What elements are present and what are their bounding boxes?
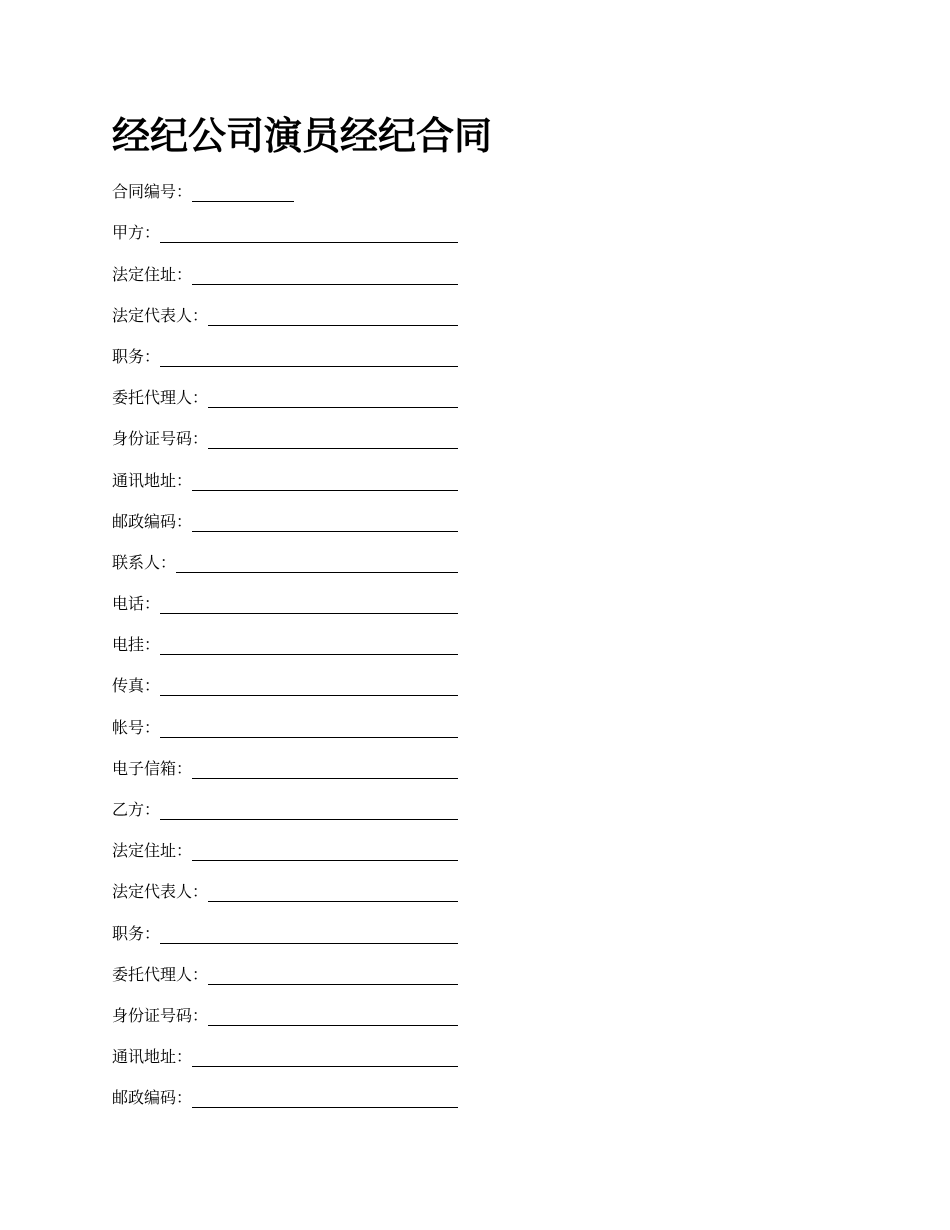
field-label: 电挂：: [112, 635, 161, 655]
field-label: 委托代理人：: [112, 964, 209, 984]
field-label: 帐号：: [112, 717, 161, 737]
field-party-a-agent: [112, 377, 458, 418]
field-label: 法定代表人：: [112, 305, 209, 325]
field-party-b-address: [112, 830, 458, 871]
field-label: 法定代表人：: [112, 882, 209, 902]
field-label: 法定住址：: [112, 841, 193, 861]
fill-in-line[interactable]: [160, 602, 458, 614]
document-title: 经纪公司演员经纪合同: [112, 114, 493, 158]
fill-in-line[interactable]: [160, 643, 458, 655]
field-party-a-contact: [112, 542, 458, 583]
field-party-a-legal-rep: [112, 295, 458, 336]
fill-in-line[interactable]: [192, 849, 458, 861]
fill-in-line[interactable]: [192, 767, 458, 779]
field-party-a-phone: [112, 583, 458, 624]
field-label: 委托代理人：: [112, 388, 209, 408]
field-label: 传真：: [112, 676, 161, 696]
field-label: 通讯地址：: [112, 1047, 193, 1067]
fill-in-line[interactable]: [208, 396, 458, 408]
field-party-b: [112, 789, 458, 830]
field-label: 邮政编码：: [112, 511, 193, 531]
fill-in-line[interactable]: [192, 273, 458, 285]
field-party-a-telegraph: [112, 624, 458, 665]
fill-in-line[interactable]: [192, 520, 458, 532]
field-party-a-mailing-address: [112, 459, 458, 500]
field-party-a: [112, 212, 458, 253]
field-party-b-position: [112, 912, 458, 953]
field-party-b-mailing-address: [112, 1036, 458, 1077]
field-party-a-position: [112, 336, 458, 377]
fill-in-line[interactable]: [208, 314, 458, 326]
fill-in-line[interactable]: [192, 190, 294, 202]
field-label: 职务：: [112, 923, 161, 943]
field-label: 合同编号：: [112, 182, 193, 202]
fill-in-line[interactable]: [208, 1014, 458, 1026]
field-label: 联系人：: [112, 552, 177, 572]
fill-in-line[interactable]: [160, 726, 458, 738]
field-party-b-legal-rep: [112, 871, 458, 912]
fill-in-line[interactable]: [176, 561, 458, 573]
field-party-a-email: [112, 748, 458, 789]
contract-fields: [112, 171, 458, 1118]
field-party-a-id-number: [112, 418, 458, 459]
field-label: 邮政编码：: [112, 1088, 193, 1108]
fill-in-line[interactable]: [208, 437, 458, 449]
fill-in-line[interactable]: [208, 973, 458, 985]
fill-in-line[interactable]: [160, 684, 458, 696]
field-label: 乙方：: [112, 800, 161, 819]
fill-in-line[interactable]: [160, 808, 458, 820]
field-label: 电子信箱：: [112, 758, 193, 778]
fill-in-line[interactable]: [192, 1055, 458, 1067]
field-party-a-fax: [112, 665, 458, 706]
fill-in-line[interactable]: [160, 355, 458, 367]
fill-in-line[interactable]: [160, 231, 458, 243]
field-label: 职务：: [112, 346, 161, 366]
field-label: 法定住址：: [112, 264, 193, 284]
field-party-a-postal-code: [112, 501, 458, 542]
fill-in-line[interactable]: [208, 890, 458, 902]
fill-in-line[interactable]: [160, 932, 458, 944]
field-party-b-id-number: [112, 995, 458, 1036]
field-label: 身份证号码：: [112, 429, 209, 449]
fill-in-line[interactable]: [192, 479, 458, 491]
field-party-a-account: [112, 706, 458, 747]
field-party-b-agent: [112, 954, 458, 995]
field-party-b-postal-code: [112, 1077, 458, 1118]
field-label: 电话：: [112, 594, 161, 614]
field-label: 甲方：: [112, 223, 161, 243]
field-contract-number: [112, 171, 458, 212]
field-label: 身份证号码：: [112, 1005, 209, 1025]
field-party-a-address: [112, 253, 458, 294]
fill-in-line[interactable]: [192, 1096, 458, 1108]
field-label: 通讯地址：: [112, 470, 193, 490]
